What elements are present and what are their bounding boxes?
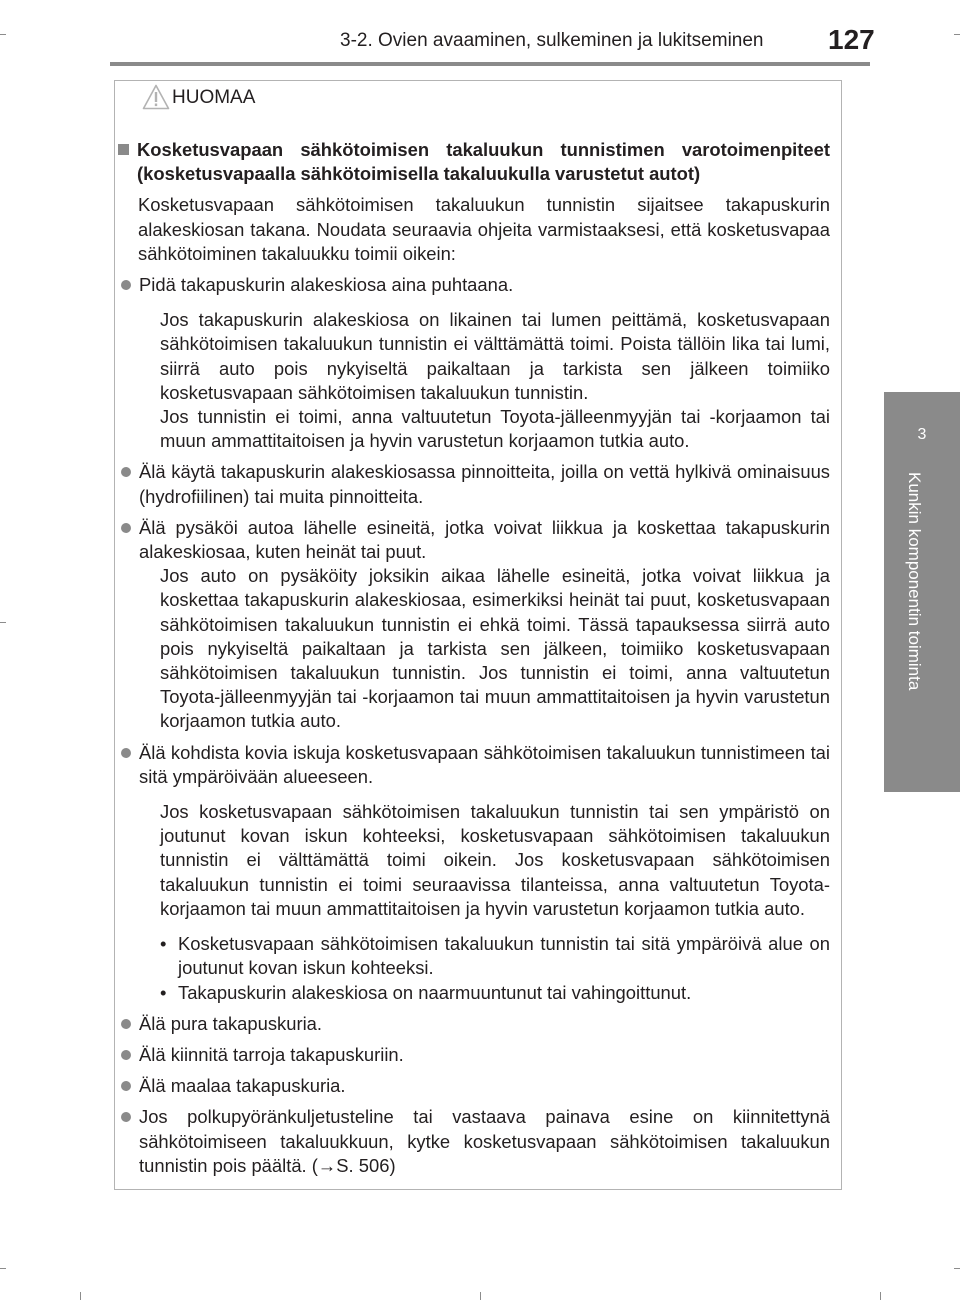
list-item-text: Pidä takapuskurin alakeskiosa aina puhtaana. xyxy=(139,274,514,296)
section-title: 3-2. Ovien avaaminen, sulkeminen ja lukitseminen xyxy=(340,30,764,51)
list-item xyxy=(118,273,830,297)
crop-mark xyxy=(954,1268,960,1269)
sub-list-item-text: Kosketusvapaan sähkötoimisen takaluukun tunnistin tai sitä ympäröivä alue on joutunut kovan iskun kohteeksi. xyxy=(178,933,830,979)
section-heading-text: Kosketusvapaan sähkötoimisen takaluukun tunnistimen varotoimenpiteet (kosketusvapaalla sähkötoimisella takaluukulla varustetut autot) xyxy=(137,139,830,185)
intro-paragraph: Kosketusvapaan sähkötoimisen takaluukun tunnistin sijaitsee takapuskurin alakeskiosan takana. Noudata seuraavia ohjeita varmistaaksesi, että kosketusvapaa sähkötoiminen takaluukku toimii oikein: xyxy=(138,194,830,264)
list-item-text: Jos polkupyöränkuljetusteline tai vastaava painava esine on kiinnitettynä sähkötoimiseen takaluukkuun, kytke kosketusvapaan sähkötoimisen takaluukun tunnistin pois päältä. (→S. 506) xyxy=(139,1106,830,1176)
notice-content xyxy=(118,138,830,1178)
circle-bullet-icon xyxy=(121,1081,131,1091)
list-item xyxy=(118,1012,830,1036)
list-item-text: Älä käytä takapuskurin alakeskiosassa pinnoitteita, joilla on vettä hylkivä ominaisuus (hydrofiilinen) tai muita pinnoitteita. xyxy=(139,461,830,507)
list-item-text: Älä pysäköi autoa lähelle esineitä, jotka voivat liikkua ja koskettaa takapuskurin alakeskiosaa, kuten heinät tai puut. xyxy=(139,516,830,563)
sub-list-item xyxy=(160,932,830,980)
list-item xyxy=(118,1105,830,1178)
circle-bullet-icon xyxy=(121,748,131,758)
crop-mark xyxy=(954,34,960,35)
sub-bullet-icon: • xyxy=(160,981,167,1003)
sub-list-item xyxy=(160,981,830,1005)
list-item xyxy=(118,1074,830,1098)
notice-title: HUOMAA xyxy=(172,87,256,108)
circle-bullet-icon xyxy=(121,1112,131,1122)
header-rule xyxy=(110,62,870,66)
chapter-title: Kunkin komponentin toiminta xyxy=(905,472,924,691)
list-item-text: Älä kiinnitä tarroja takapuskuriin. xyxy=(139,1043,404,1065)
list-item xyxy=(118,460,830,508)
circle-bullet-icon xyxy=(121,523,131,533)
chapter-number: 3 xyxy=(917,426,927,443)
circle-bullet-icon xyxy=(121,1019,131,1029)
circle-bullet-icon xyxy=(121,467,131,477)
paragraph: Jos kosketusvapaan sähkötoimisen takaluukun tunnistin tai sen ympäristö on joutunut kovan iskun kohteeksi, kosketusvapaan sähkötoimisen takaluukun tunnistin ei välttämättä toimi oikein. Jos kosketusvapaan sähkötoimisen takaluukun tunnistin ei toimi seuraavissa tilanteissa, anna valtuutetun Toyota-korjaamon tai muun ammattitaitoisen ja hyvin varustetun korjaamon tutkia auto. xyxy=(160,801,830,919)
warning-triangle-icon xyxy=(142,84,170,110)
crop-mark xyxy=(880,1292,881,1300)
crop-mark xyxy=(480,1292,481,1300)
section-heading xyxy=(118,138,830,186)
page-number: 127 xyxy=(828,24,875,55)
crop-mark xyxy=(0,34,6,35)
paragraph: Jos takapuskurin alakeskiosa on likainen tai lumen peittämä, kosketusvapaan sähkötoimisen takaluukun tunnistin ei välttämättä toimi. Poista tällöin lika tai lumi, siirrä auto pois nykyiseltä paikaltaan ja tarkista sen jälkeen toimiiko kosketusvapaan sähkötoimisen takaluukun tunnistin. xyxy=(160,309,830,403)
crop-mark xyxy=(0,622,6,623)
list-item xyxy=(118,516,830,564)
crop-mark xyxy=(80,1292,81,1300)
list-item xyxy=(118,1043,830,1067)
list-item-text: Älä pura takapuskuria. xyxy=(139,1012,322,1034)
circle-bullet-icon xyxy=(121,1050,131,1060)
square-bullet-icon xyxy=(118,144,129,155)
paragraph: Jos tunnistin ei toimi, anna valtuutetun Toyota-jälleenmyyjän tai -korjaamon tai muun ammattitaitoisen ja hyvin varustetun korjaamon tutkia auto. xyxy=(160,406,830,452)
list-item xyxy=(118,741,830,789)
list-item-text: Älä maalaa takapuskuria. xyxy=(139,1075,346,1097)
sub-list-item-text: Takapuskurin alakeskiosa on naarmuuntunut tai vahingoittunut. xyxy=(178,981,692,1003)
crop-mark xyxy=(0,1268,6,1269)
paragraph: Jos auto on pysäköity joksikin aikaa lähelle esineitä, jotka voivat liikkua ja koskettaa takapuskurin alakeskiosaa, esimerkiksi heinät tai puut, kosketusvapaan sähkötoimisen takaluukun tunnistin ei ehkä toimi. Tässä tapauksessa siirrä auto pois nykyiseltä paikaltaan ja tarkista sen jälkeen, toimiiko kosketusvapaan sähkötoimisen takaluukun tunnistin. Jos tunnistin ei toimi, anna valtuutetun Toyota-jälleenmyyjän tai -korjaamon tai muun ammattitaitoisen ja hyvin varustetun korjaamon tutkia auto. xyxy=(160,565,830,732)
circle-bullet-icon xyxy=(121,280,131,290)
sub-bullet-icon: • xyxy=(160,933,167,955)
list-item-text: Älä kohdista kovia iskuja kosketusvapaan sähkötoimisen takaluukun tunnistimeen tai sitä ympäröivään alueeseen. xyxy=(139,741,830,787)
